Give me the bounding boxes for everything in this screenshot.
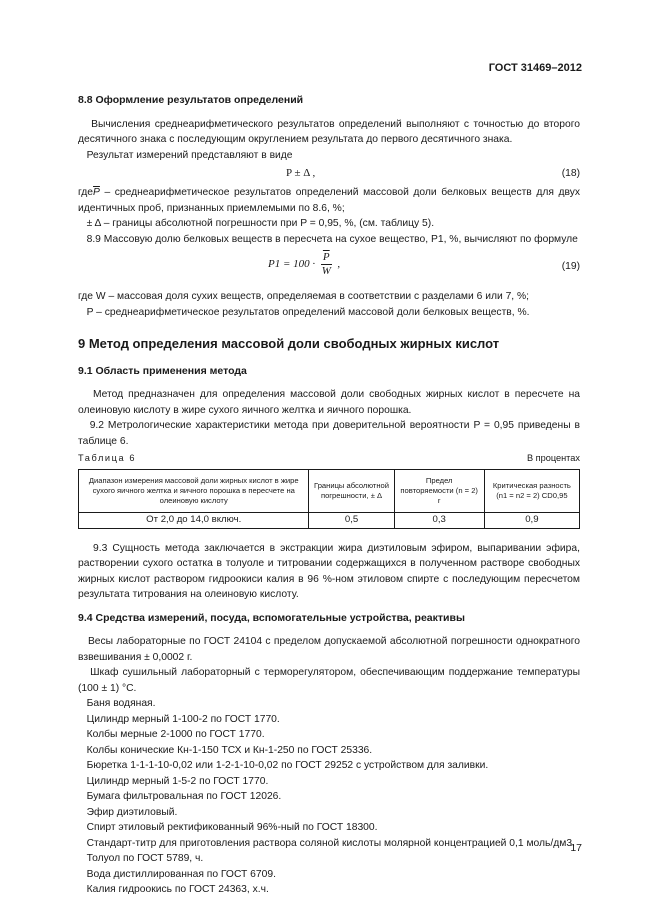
section-8-8-title: 8.8 Оформление результатов определений [78,94,304,106]
paragraph: Результат измерений представляют в виде [86,149,293,161]
paragraph: $где\overline{P}$ – среднеарифметическое результатов определений массовой доли белковых веществ для двух идентичных проб, признанных приемлемыми по 8.6, %; [78,187,580,214]
equation-18-number: (18) [561,168,580,179]
equation-19-number: (19) [561,261,580,272]
paragraph: P – среднеарифметическое результатов определений массовой доли белковых веществ, %. [86,306,530,318]
list-item: Весы лабораторные по ГОСТ 24104 с пределом допускаемой абсолютной погрешности однократного взвешивания ± 0,0002 г. [78,636,580,663]
list-item: Колбы мерные 2-1000 по ГОСТ 1770. [86,729,265,740]
section-9-title: 9 Метод определения массовой доли свободных жирных кислот [78,336,500,351]
table-cell: 0,9 [484,512,579,528]
table-row [79,512,580,528]
list-item: Калия гидроокись по ГОСТ 24363, х.ч. [86,884,269,895]
list-item: Спирт этиловый ректификованный 96%-ный по ГОСТ 18300. [86,822,378,833]
list-item: Бюретка 1-1-1-10-0,02 или 1-2-1-10-0,02 по ГОСТ 29252 с устройством для заливки. [86,760,489,771]
list-item: Вода дистиллированная по ГОСТ 6709. [86,868,276,880]
list-item: Толуол по ГОСТ 5789, ч. [86,853,204,864]
paragraph: 9.3 Сущность метода заключается в экстракции жира диэтиловым эфиром, выпаривании эфира, растворении сухого остатка в толуоле и титровании содержащихся в полученном растворе свободных жирных кислот раствором гидроокиси калия в 96 %-ном этиловом спирте с последующим пересчетом результата титрования на олеиновую кислоту. [78,542,580,600]
paragraph: где W – массовая доля сухих веществ, определяемая в соответствии с разделами 6 или 7, %; [78,291,530,302]
equation-19 [78,247,580,289]
equation-18 [78,163,580,185]
table-cell: 0,5 [309,512,394,528]
table-caption-row [78,451,580,467]
table-caption: Таблица 6 [78,453,137,463]
list-item: Колбы конические Кн-1-150 ТСХ и Кн-1-250 по ГОСТ 25336. [86,744,373,756]
list-item: Баня водяная. [86,698,156,709]
list-item: Бумага фильтровальная по ГОСТ 12026. [86,791,282,802]
table-cell: 0,3 [394,512,484,528]
table-header-row [79,469,580,512]
equipment-list [78,634,580,898]
equation-19-expression: P1 = 100 · $\frac{\overline{P}}{W}$ , [268,251,341,277]
table-6 [78,469,580,529]
list-item: Цилиндр мерный 1-5-2 по ГОСТ 1770. [86,775,269,787]
table-unit: В процентах [526,453,580,463]
table-cell: От 2,0 до 14,0 включ. [79,512,309,528]
table-header-cell: Предел повторяемости (n = 2) r [394,469,484,512]
table-header-cell: Границы абсолютной погрешности, ± Δ [309,469,394,512]
list-item: Шкаф сушильный лабораторный с терморегулятором, обеспечивающим поддержание температуры (100 ± 1) °С. [78,667,580,694]
section-9-1-title: 9.1 Область применения метода [78,364,247,377]
equation-18-expression: P ± Δ , [286,167,316,179]
list-item: Эфир диэтиловый. [86,806,178,818]
standard-code-header: ГОСТ 31469–2012 [488,62,582,74]
page-number: 17 [570,842,582,854]
paragraph: ± Δ – границы абсолютной погрешности при P = 0,95, %, (см. таблицу 5). [86,218,435,229]
list-item: Стандарт-титр для приготовления раствора соляной кислоты молярной концентрацией 0,1 моль/дм3. [86,837,575,849]
paragraph: Метод предназначен для определения массовой доли свободных жирных кислот в пересчете на олеиновую кислоту в жире сухого яичного желтка и яичного порошка. [78,389,580,416]
paragraph: 9.2 Метрологические характеристики метода при доверительной вероятности P = 0,95 приведены в таблице 6. [78,420,580,447]
table-header-cell: Критическая разность (n1 = n2 = 2) CD0,95 [484,469,579,512]
paragraph: 8.9 Массовую долю белковых веществ в пересчета на сухое вещество, P1, %, вычисляют по формуле [86,233,578,245]
section-9-4-title: 9.4 Средства измерений, посуда, вспомогательные устройства, реактивы [78,611,465,624]
list-item: Цилиндр мерный 1-100-2 по ГОСТ 1770. [86,713,280,725]
paragraph: Вычисления среднеарифметического результатов определений выполняют с точностью до второго десятичного знака с последующим округлением результата до первого десятичного знака. [78,118,580,145]
fraction: $\frac{\overline{P}}{W}$ [321,251,331,277]
table-header-cell: Диапазон измерения массовой доли жирных кислот в жире сухого яичного желтка и яичного порошка в пересчете на олеиновую кислоту [79,469,309,512]
page-content [78,93,580,898]
